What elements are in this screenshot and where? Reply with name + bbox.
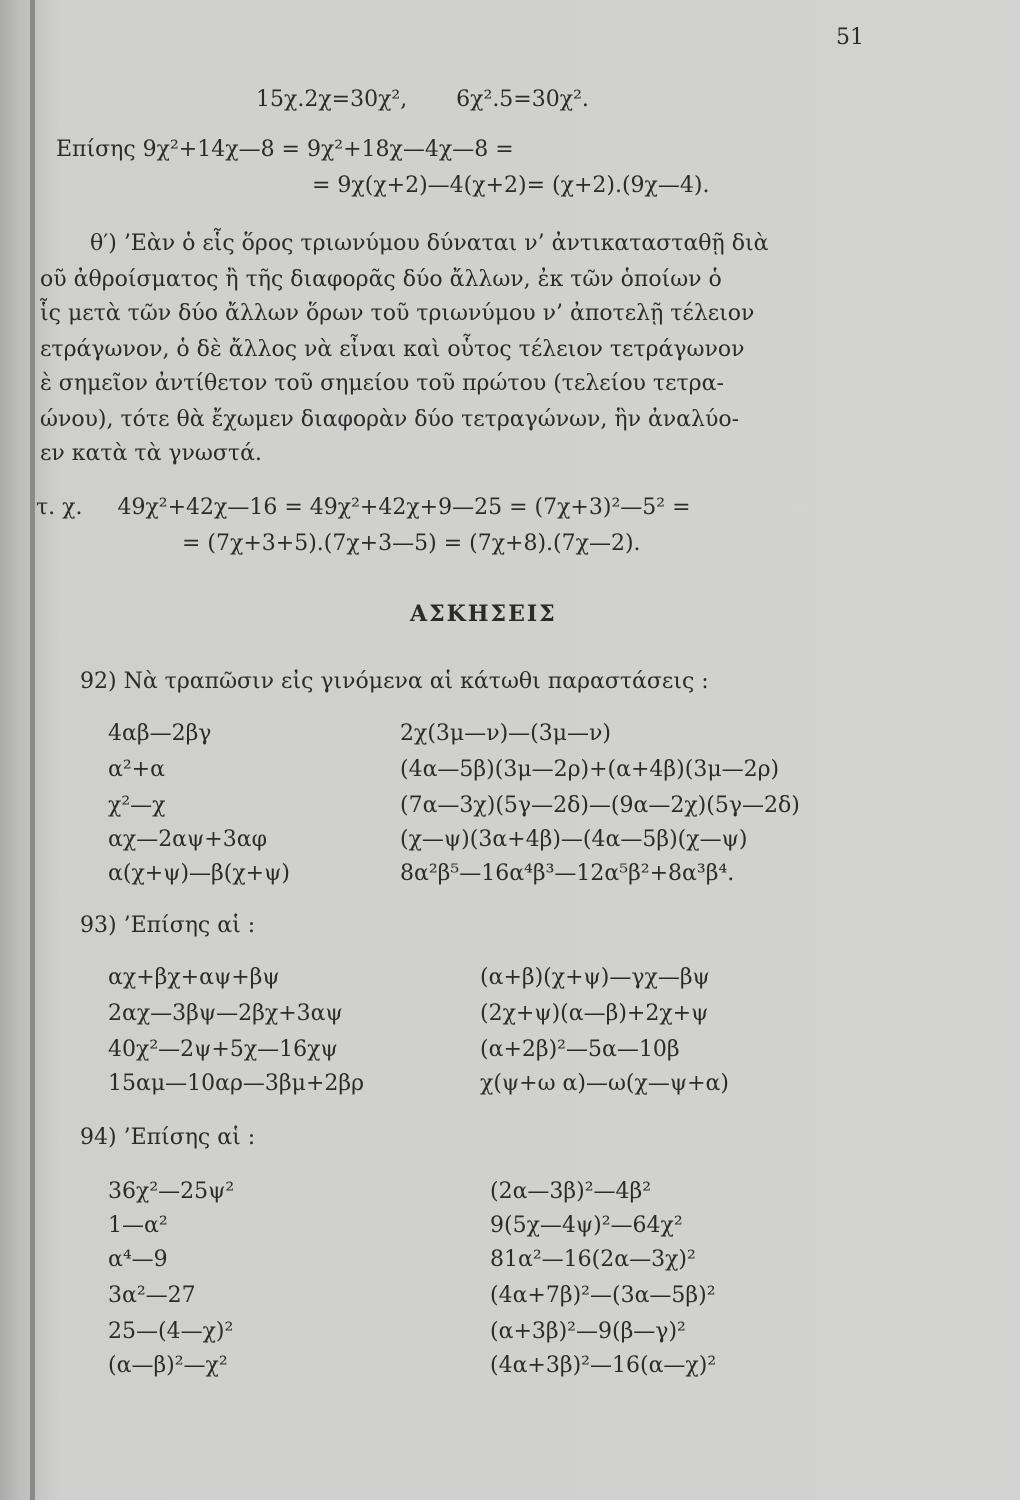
expression-right: (α+β)(χ+ψ)—γχ—βψ	[480, 965, 710, 990]
example-line: τ. χ. 49χ²+42χ—16 = 49χ²+42χ+9—25 = (7χ+3)²—5² =	[36, 495, 691, 520]
expression-left: 2αχ—3βψ—2βχ+3αψ	[108, 1001, 343, 1026]
paragraph-line: ετράγωνον, ὁ δὲ ἄλλος νὰ εἶναι καὶ οὗτος τέλειον τετράγωνον	[40, 337, 745, 362]
expression-right: (4α+7β)²—(3α—5β)²	[490, 1283, 716, 1308]
paragraph-line: ώνου), τότε θὰ ἔχωμεν διαφορὰν δύο τετραγώνων, ἣν ἀναλύο-	[40, 407, 740, 432]
expression-right: (χ—ψ)(3α+4β)—(4α—5β)(χ—ψ)	[400, 827, 748, 852]
expression-left: α²+α	[108, 757, 165, 782]
expression-right: (α+2β)²—5α—10β	[480, 1037, 680, 1062]
expression-left: 4αβ—2βγ	[108, 721, 212, 746]
expression-left: αχ—2αψ+3αφ	[108, 827, 267, 852]
paragraph-line: ἷς μετὰ τῶν δύο ἄλλων ὅρων τοῦ τριωνύμου ν’ ἀποτελῇ τέλειον	[40, 301, 755, 326]
paragraph-line: θ′) ’Εὰν ὁ εἷς ὅρος τριωνύμου δύναται ν’ ἀντικατασταθῇ διὰ	[90, 231, 769, 256]
expression-left: (α—β)²—χ²	[108, 1353, 228, 1378]
expression-right: 8α²β⁵—16α⁴β³—12α⁵β²+8α³β⁴.	[400, 861, 735, 886]
expression-left: 25—(4—χ)²	[108, 1319, 234, 1344]
exercise-92-label: 92) Νὰ τραπῶσιν εἰς γινόμενα αἱ κάτωθι παραστάσεις :	[80, 669, 709, 694]
expression-right: (4α—5β)(3μ—2ρ)+(α+4β)(3μ—2ρ)	[400, 757, 780, 782]
exercise-94-label: 94) ’Επίσης αἱ :	[80, 1125, 256, 1150]
expression-right: (4α+3β)²—16(α—χ)²	[490, 1353, 717, 1378]
page-number: 51	[836, 25, 864, 50]
section-heading: ΑΣΚΗΣΕΙΣ	[410, 601, 557, 627]
expression-right: (7α—3χ)(5γ—2δ)—(9α—2χ)(5γ—2δ)	[400, 793, 800, 818]
expression-left: 40χ²—2ψ+5χ—16χψ	[108, 1037, 338, 1062]
expression-left: αχ+βχ+αψ+βψ	[108, 965, 280, 990]
expression-left: α⁴—9	[108, 1247, 168, 1272]
expression-left: 15αμ—10αρ—3βμ+2βρ	[108, 1071, 365, 1096]
expression-right: 81α²—16(2α—3χ)²	[490, 1247, 696, 1272]
paragraph-line: ὲ σημεῖον ἀντίθετον τοῦ σημείου τοῦ πρώτου (τελείου τετρα-	[40, 371, 724, 396]
paragraph-line: εν κατὰ τὰ γνωστά.	[40, 441, 262, 466]
expression-left: 3α²—27	[108, 1283, 196, 1308]
equation-line: = 9χ(χ+2)—4(χ+2)= (χ+2).(9χ—4).	[312, 173, 710, 198]
expression-right: (α+3β)²—9(β—γ)²	[490, 1319, 686, 1344]
expression-left: χ²—χ	[108, 793, 166, 818]
expression-left: 36χ²—25ψ²	[108, 1179, 235, 1204]
equation-line: 15χ.2χ=30χ², 6χ².5=30χ².	[256, 87, 589, 112]
expression-right: 2χ(3μ—ν)—(3μ—ν)	[400, 721, 611, 746]
equation-line: Επίσης 9χ²+14χ—8 = 9χ²+18χ—4χ—8 =	[56, 137, 514, 162]
exercise-93-label: 93) ’Επίσης αἱ :	[80, 913, 256, 938]
expression-left: 1—α²	[108, 1213, 168, 1238]
expression-right: χ(ψ+ω α)—ω(χ—ψ+α)	[480, 1071, 729, 1096]
expression-right: 9(5χ—4ψ)²—64χ²	[490, 1213, 683, 1238]
page-spine-shadow	[30, 0, 35, 1500]
expression-right: (2χ+ψ)(α—β)+2χ+ψ	[480, 1001, 709, 1026]
example-line: = (7χ+3+5).(7χ+3—5) = (7χ+8).(7χ—2).	[182, 531, 641, 556]
expression-right: (2α—3β)²—4β²	[490, 1179, 652, 1204]
expression-left: α(χ+ψ)—β(χ+ψ)	[108, 861, 290, 886]
paragraph-line: οῦ ἀθροίσματος ἢ τῆς διαφορᾶς δύο ἄλλων, ἐκ τῶν ὁποίων ὁ	[40, 267, 722, 292]
